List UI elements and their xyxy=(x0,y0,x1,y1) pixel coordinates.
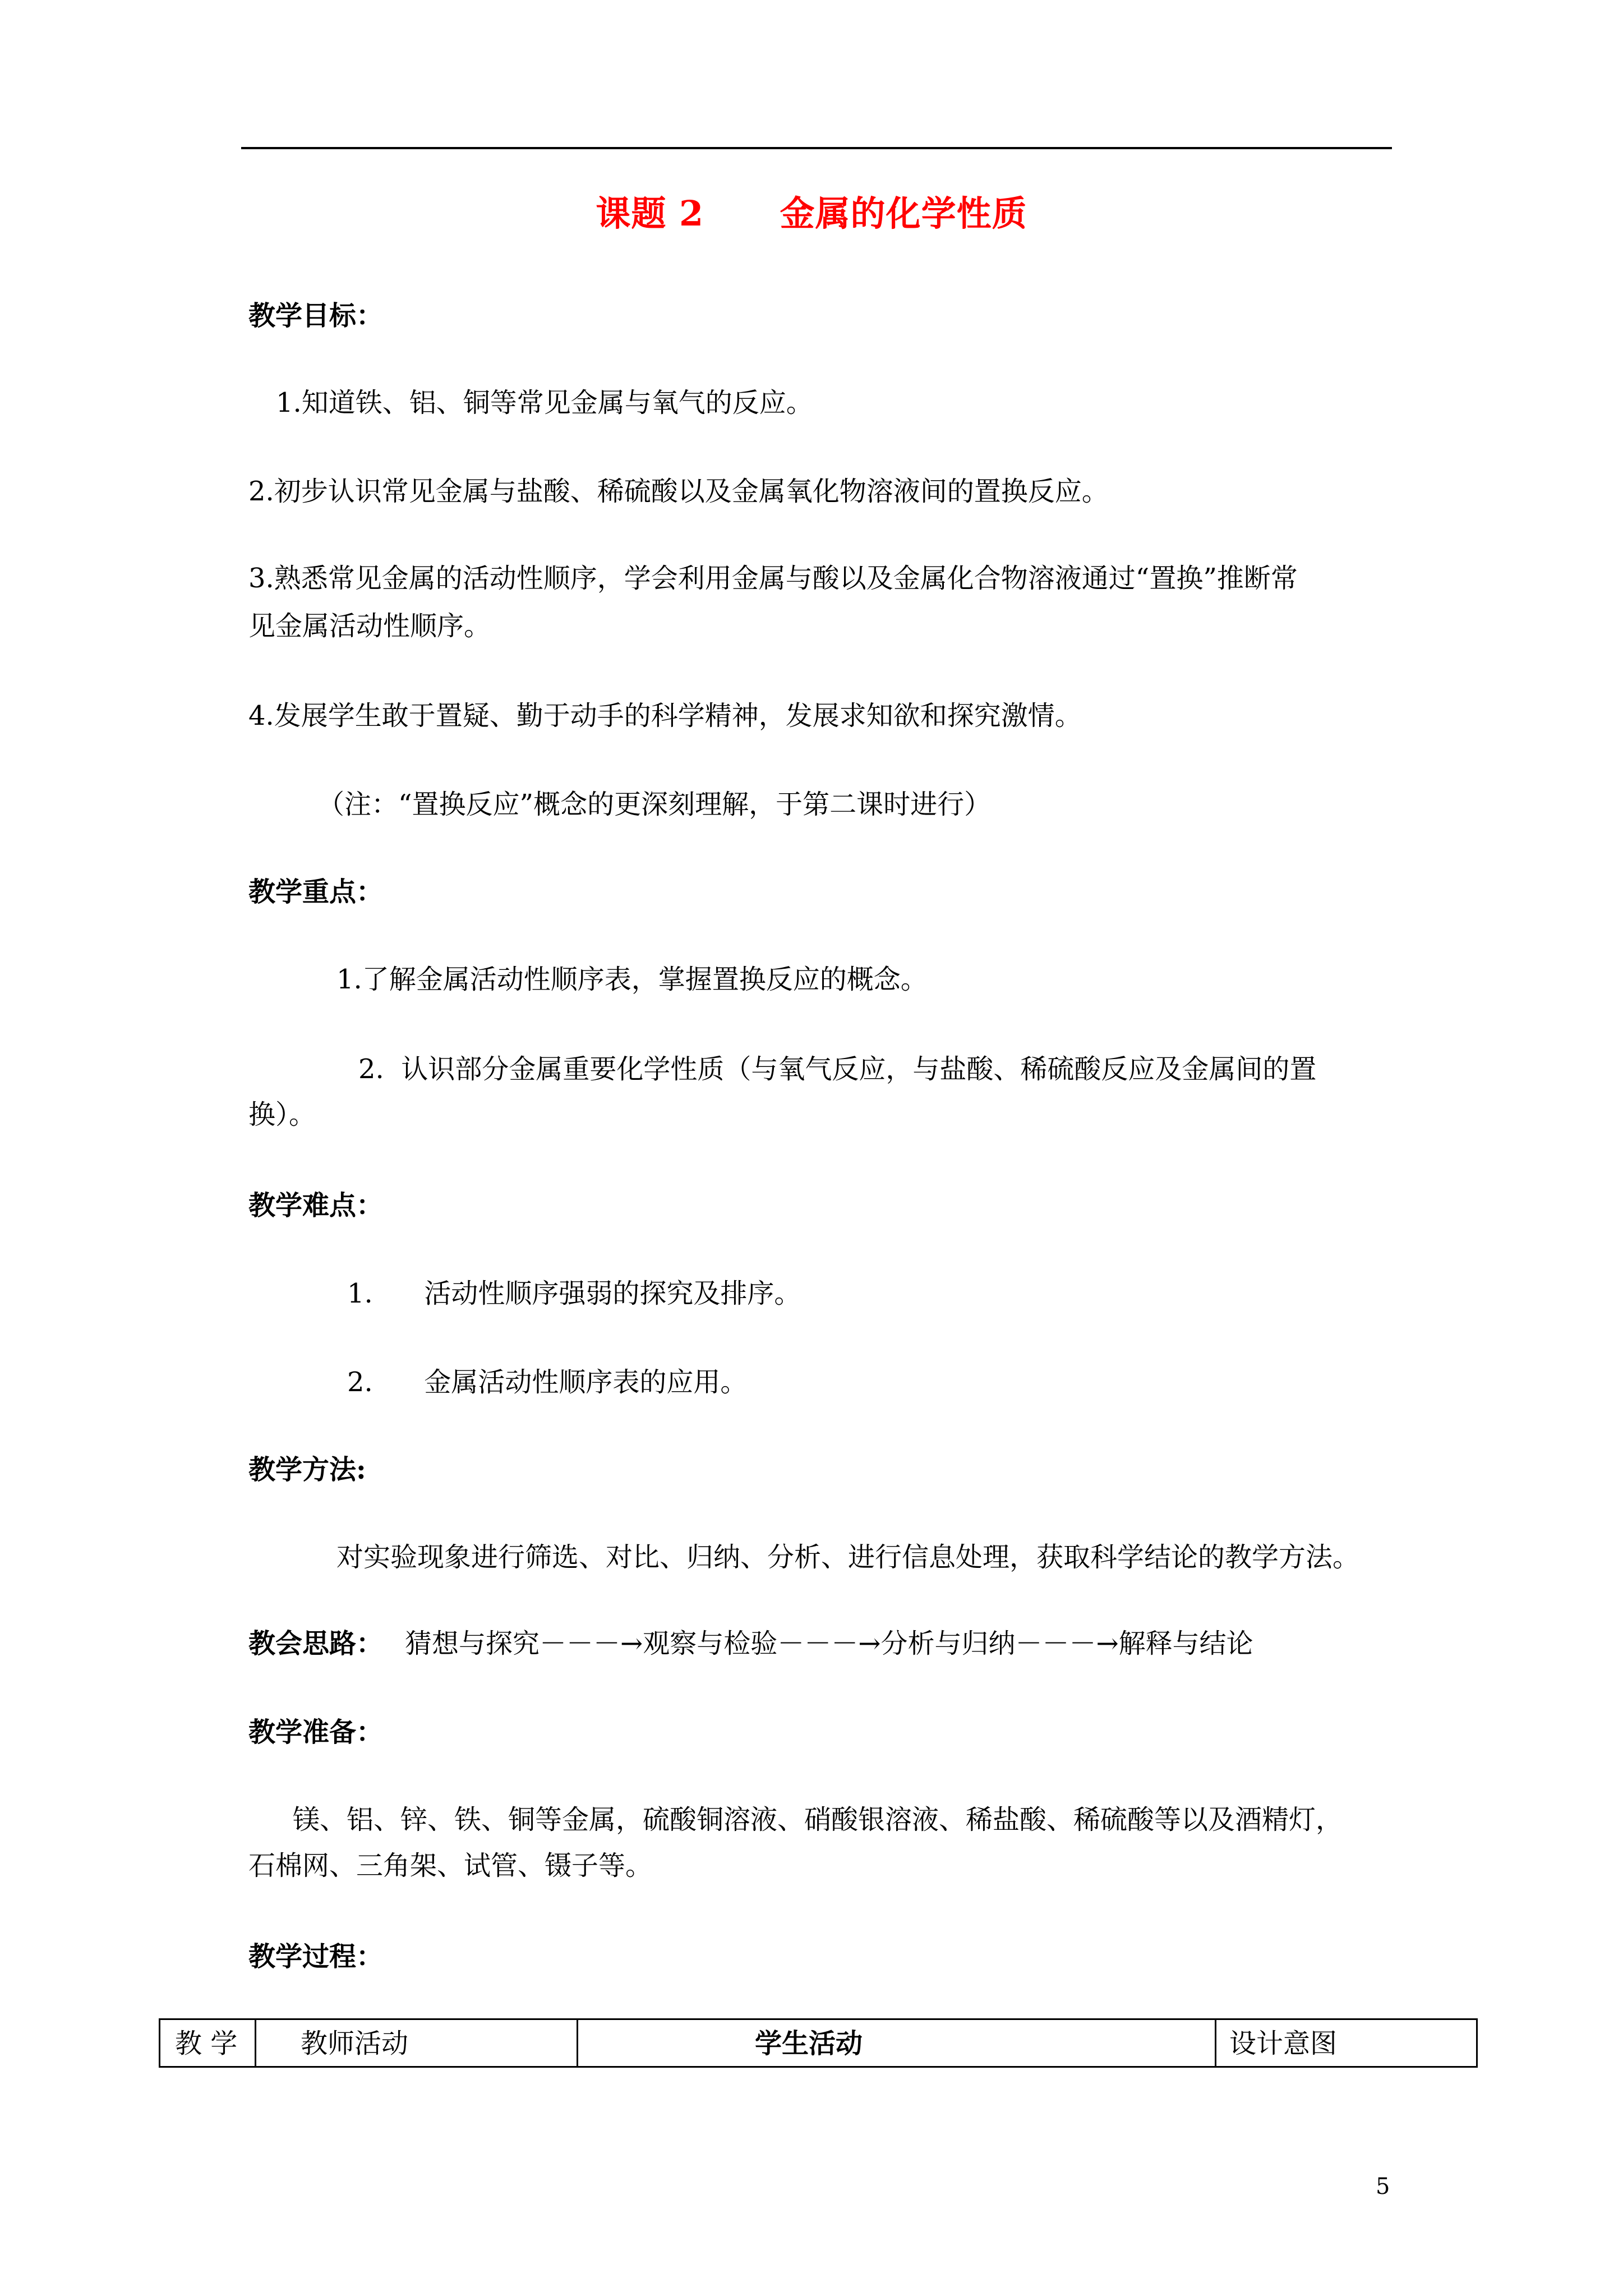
page-number: 5 xyxy=(1376,2174,1390,2200)
header-rule xyxy=(241,147,1392,149)
preparation-heading: 教学准备： xyxy=(248,1717,384,1748)
table-header-teacher: 教师活动 xyxy=(301,2028,409,2059)
methods-heading: 教学方法: xyxy=(248,1454,366,1485)
process-heading: 教学过程： xyxy=(248,1941,384,1972)
table-header-student: 学生活动 xyxy=(755,2028,863,2059)
process-table xyxy=(159,2018,1478,2068)
table-divider xyxy=(577,2020,578,2066)
methods-text: 对实验现象进行筛选、对比、归纳、分析、进行信息处理，获取科学结论的教学方法。 xyxy=(336,1542,1360,1573)
preparation-line-2: 石棉网、三角架、试管、镊子等。 xyxy=(248,1850,653,1881)
difficulty-item-2: 2. 金属活动性顺序表的应用。 xyxy=(347,1366,748,1398)
preparation-line-1: 镁、铝、锌、铁、铜等金属，硫酸铜溶液、硝酸银溶液、稀盐酸、稀硫酸等以及酒精灯， xyxy=(293,1804,1343,1835)
objective-item-1: 1.知道铁、铝、铜等常见金属与氧气的反应。 xyxy=(276,387,813,418)
table-header-stage: 教 学 xyxy=(175,2028,238,2059)
key-points-heading: 教学重点： xyxy=(248,876,384,908)
key-point-item-2-cont: 换）。 xyxy=(248,1099,316,1130)
table-divider xyxy=(255,2020,256,2066)
objectives-heading: 教学目标： xyxy=(248,300,384,332)
table-header-intent: 设计意图 xyxy=(1229,2028,1338,2059)
table-divider xyxy=(1215,2020,1216,2066)
key-point-item-2: 2. 认识部分金属重要化学性质（与氧气反应，与盐酸、稀硫酸反应及金属间的置 xyxy=(358,1053,1317,1085)
difficulties-heading: 教学难点： xyxy=(248,1190,384,1221)
objective-item-4: 4.发展学生敢于置疑、勤于动手的科学精神，发展求知欲和探究激情。 xyxy=(248,700,1082,731)
key-point-item-1: 1.了解金属活动性顺序表，掌握置换反应的概念。 xyxy=(336,964,928,995)
objective-item-2: 2.初步认识常见金属与盐酸、稀硫酸以及金属氧化物溶液间的置换反应。 xyxy=(248,476,1109,507)
objective-item-3: 3.熟悉常见金属的活动性顺序，学会利用金属与酸以及金属化合物溶液通过“置换”推断常 xyxy=(248,563,1298,594)
page-title: 课题 2 金属的化学性质 xyxy=(596,193,1027,234)
objectives-note: （注：“置换反应”概念的更深刻理解，于第二课时进行） xyxy=(317,789,992,820)
approach-heading: 教会思路： xyxy=(248,1628,384,1659)
objective-item-3-cont: 见金属活动性顺序。 xyxy=(248,610,491,642)
difficulty-item-1: 1. 活动性顺序强弱的探究及排序。 xyxy=(347,1278,801,1309)
approach-text: 猜想与探究－－－→观察与检验－－－→分析与归纳－－－→解释与结论 xyxy=(405,1628,1253,1659)
